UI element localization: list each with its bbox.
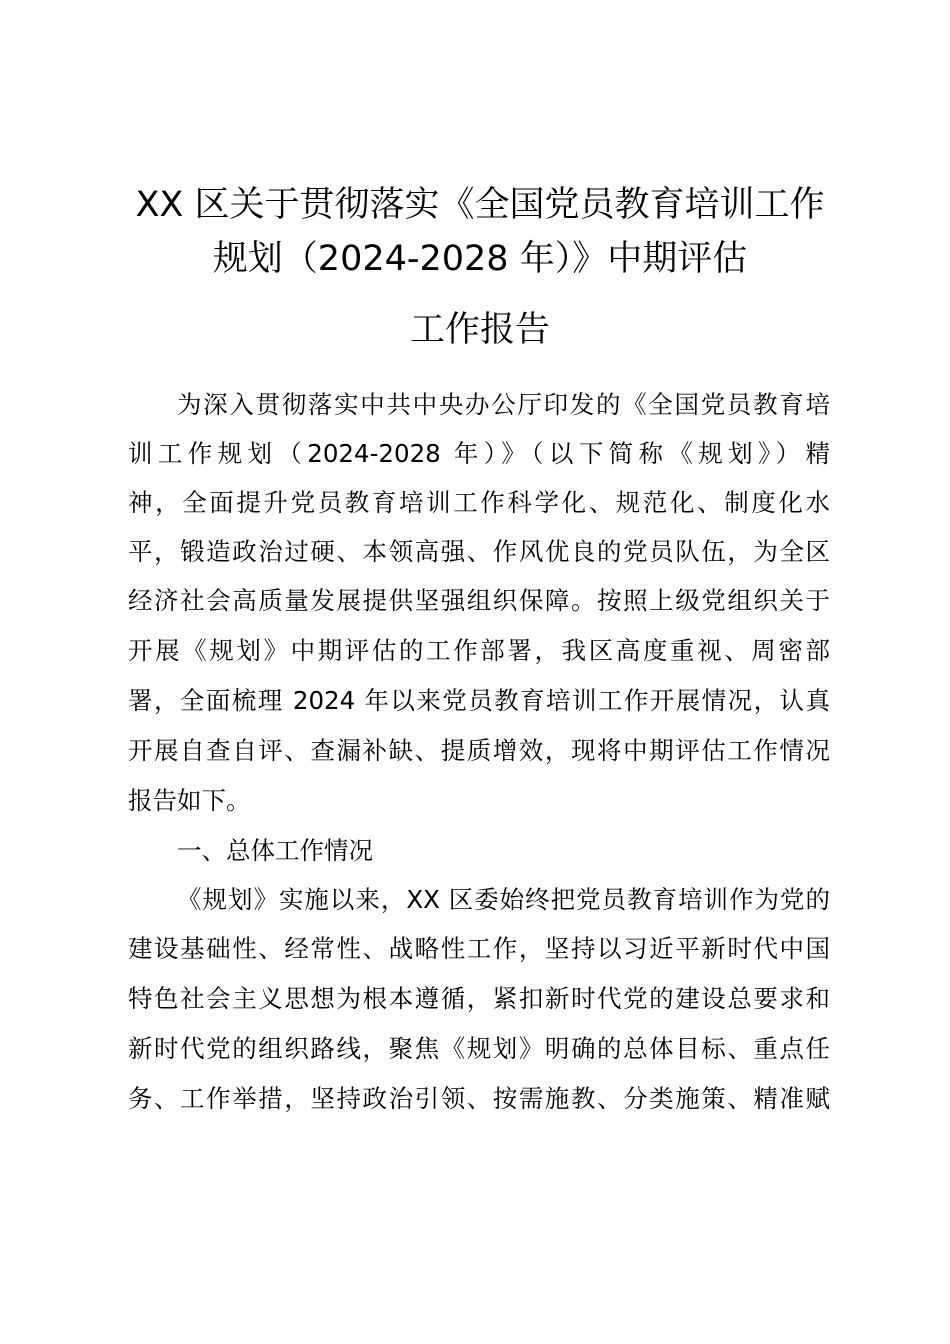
paragraph-2-line: 建设基础性、经常性、战略性工作，坚持以习近平新时代中国 bbox=[128, 934, 830, 963]
paragraph-1-line: 为深入贯彻落实中共中央办公厅印发的《全国党员教育培 bbox=[177, 390, 830, 419]
paragraph-2-line: 特色社会主义思想为根本遵循，紧扣新时代党的建设总要求和 bbox=[128, 984, 830, 1013]
paragraph-1-line: 平，锻造政治过硬、本领高强、作风优良的党员队伍，为全区 bbox=[128, 537, 830, 566]
paragraph-1-line: 神，全面提升党员教育培训工作科学化、规范化、制度化水 bbox=[128, 488, 830, 517]
paragraph-2-line: 务、工作举措，坚持政治引领、按需施教、分类施策、精准赋 bbox=[128, 1084, 830, 1113]
paragraph-1-line: 开展自查自评、查漏补缺、提质增效，现将中期评估工作情况 bbox=[128, 736, 830, 765]
section-heading: 一、总体工作情况 bbox=[177, 836, 373, 865]
paragraph-1-line: 报告如下。 bbox=[128, 786, 251, 815]
paragraph-1-line: 经济社会高质量发展提供坚强组织保障。按照上级党组织关于 bbox=[128, 586, 830, 615]
paragraph-1-line: 训工作规划（2024-2028 年）》（以下简称《规划》）精 bbox=[128, 439, 830, 468]
document-title-line-3: 工作报告 bbox=[409, 310, 550, 350]
paragraph-1-line: 开展《规划》中期评估的工作部署，我区高度重视、周密部 bbox=[128, 636, 830, 665]
paragraph-1-line: 署，全面梳理 2024 年以来党员教育培训工作开展情况，认真 bbox=[128, 686, 830, 715]
document-title-line-2: 规划（2024-2028 年）》中期评估 bbox=[212, 239, 748, 279]
document-title-line-1: XX 区关于贯彻落实《全国党员教育培训工作 bbox=[135, 185, 825, 225]
paragraph-2-line: 《规划》实施以来，XX 区委始终把党员教育培训作为党的 bbox=[177, 885, 830, 914]
paragraph-2-line: 新时代党的组织路线，聚焦《规划》明确的总体目标、重点任 bbox=[128, 1034, 830, 1063]
